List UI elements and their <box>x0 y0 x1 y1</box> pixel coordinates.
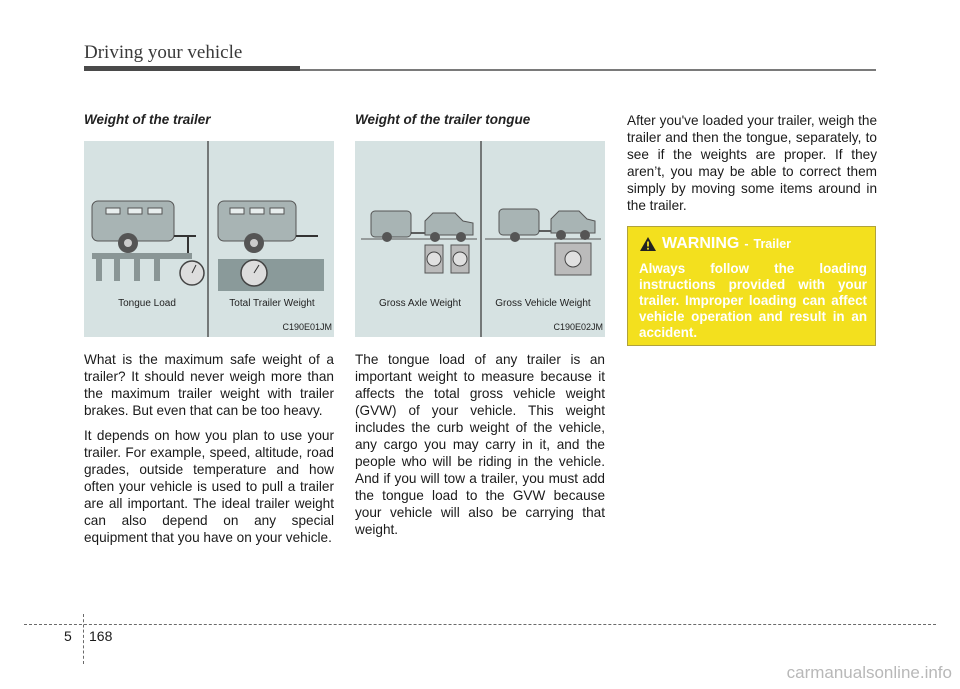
warning-title-row <box>639 235 867 253</box>
footer-rule <box>24 624 936 625</box>
figure-code: C190E01JM <box>282 322 332 332</box>
warning-subtitle: Trailer <box>753 237 792 251</box>
header-rule-dark <box>84 66 300 71</box>
paragraph: The tongue load of any trailer is an important weight to measure because it affects the total gross vehicle weight (GVW) of your vehicle. This weight includes the curb weight of the vehicle, any cargo you may carry in it, and the people who will be riding in the vehicle. And if you will tow a trailer, you must add the tongue load to the GVW because your vehicle will also be carrying that weight. <box>355 352 605 537</box>
warning-box <box>627 226 876 346</box>
figure-code: C190E02JM <box>553 322 603 332</box>
page-number: 168 <box>89 628 113 644</box>
section-number: 5 <box>64 628 72 644</box>
figure-label-gross-vehicle-weight: Gross Vehicle Weight <box>495 298 591 309</box>
paragraph: It depends on how you plan to use your trailer. For example, speed, altitude, road grades, outside temperature and how often your vehicle is used to pull a trailer are all important. The ideal trailer weight can also depend on any special equipment that you have on your vehicle. <box>84 428 334 545</box>
figure-label-tongue-load: Tongue Load <box>118 298 176 309</box>
gross-axle-weight-icon <box>371 211 473 273</box>
figure-trailer-weight <box>84 141 334 337</box>
warning-text: Always follow the loading instructions provided with your trailer. Improper loading can affect vehicle operation and result in an accident. <box>639 261 867 340</box>
watermark: carmanualsonline.info <box>786 663 952 682</box>
header-rule-light <box>300 69 876 71</box>
column-after-loading <box>627 112 877 214</box>
paragraph: After you've loaded your trailer, weigh the trailer and then the tongue, separately, to see if the weights are proper. If they aren’t, you may be able to correct them simply by moving some items around in the trailer. <box>627 113 877 213</box>
footer-divider <box>83 614 84 664</box>
paragraph: What is the maximum safe weight of a trailer? It should never weigh more than the maximum trailer weight with trailer brakes. But even that can be too heavy. <box>84 352 334 418</box>
total-weight-trailer-icon <box>218 201 324 291</box>
section-heading-tongue-weight: Weight of the trailer tongue <box>355 112 531 127</box>
section-heading-trailer-weight: Weight of the trailer <box>84 112 211 127</box>
warning-triangle-icon <box>639 236 657 252</box>
gross-vehicle-weight-icon <box>499 209 595 275</box>
figure-label-gross-axle-weight: Gross Axle Weight <box>378 298 462 309</box>
figure-label-total-trailer-weight: Total Trailer Weight <box>229 298 315 309</box>
warning-title: WARNING <box>662 235 740 252</box>
figure-tongue-weight <box>355 141 605 337</box>
column-tongue-weight <box>355 112 605 538</box>
page-header-title: Driving your vehicle <box>84 42 243 63</box>
column-trailer-weight <box>84 112 334 546</box>
warning-separator: - <box>744 237 749 251</box>
tongue-load-trailer-icon <box>92 201 204 285</box>
